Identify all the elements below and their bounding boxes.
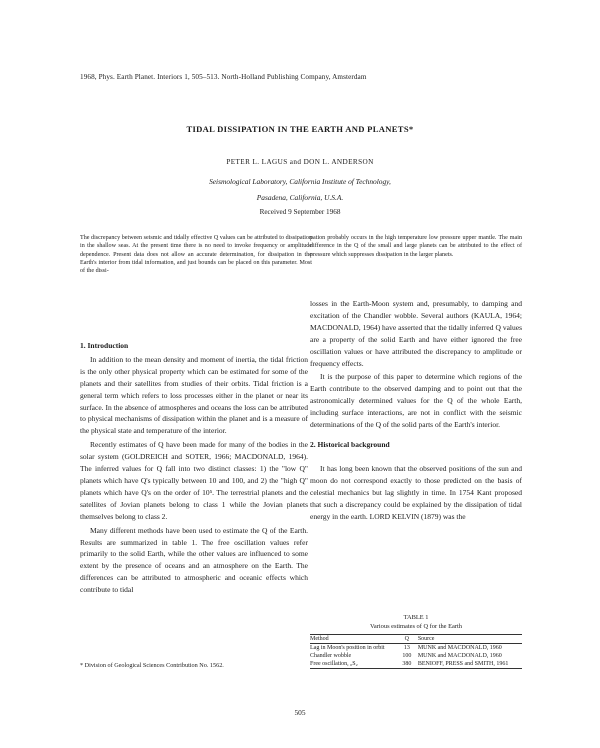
abstract-left: The discrepancy between seismic and tidally effective Q values can be attributed to dissipation in the shallow seas. At the present time there is no need to invoke frequency or amplitude dependence. Present data does not allow an accurate determination, for dissipation in the Earth's interior from tidal information, and just bounds can be placed on this parameter. Most of the dissi- <box>80 235 312 275</box>
table-row <box>310 652 522 660</box>
table-cell: 100 <box>402 652 412 659</box>
column-header-q: Q <box>396 635 418 644</box>
column-header-source: Source <box>418 635 522 644</box>
author-list: PETER L. LAGUS and DON L. ANDERSON <box>226 158 374 166</box>
table-row <box>310 660 522 669</box>
paragraph: Many different methods have been used to estimate the Q of the Earth. Results are summarized in table 1. The free oscillation values refer primarily to the solid Earth, while the other values are influenced to some extent by the presence of oceans and an atmosphere on the Earth. The differences can be attributed to atmospheric and oceanic effects which contribute to tidal <box>80 525 308 595</box>
page-number: 505 <box>294 708 306 717</box>
paragraph: losses in the Earth-Moon system and, presumably, to damping and excitation of the Chandler wobble. Several authors (KAULA, 1964; MACDONALD, 1964) have asserted that the tidally inferred Q values are a property of the solid Earth and have either ignored the free oscillation values or have attributed the discrepancy to amplitude or frequency effects. <box>310 299 522 368</box>
received-date: Received 9 September 1968 <box>259 208 341 216</box>
section-heading-history: 2. Historical background <box>310 439 390 449</box>
footnote: * Division of Geological Sciences Contribution No. 1562. <box>80 662 224 669</box>
paragraph: Recently estimates of Q have been made for many of the bodies in the solar system (GOLDREICH and SOTER, 1966; MACDONALD, 1964). The inferred values for Q fall into two distinct classes: 1) the "low Q" planets which have Q's typically between 10 and 100, and 2) the "high Q" planets which have Q's on the order of 10⁵. The terrestrial planets and the satellites of Jovian planets belong to class 1 while the Jovian planets themselves belong to class 2. <box>80 440 308 521</box>
paper-title: TIDAL DISSIPATION IN THE EARTH AND PLANETS* <box>186 124 414 134</box>
table-cell: Chandler wobble <box>310 652 352 659</box>
paragraph: It is the purpose of this paper to determine which regions of the Earth contribute to the observed damping and to point out that the astronomically determined values for the Q of the whole Earth, including surface interactions, are not in conflict with the seismic determinations of the Q of the solid parts of the Earth's interior. <box>310 372 522 430</box>
paragraph: It has long been known that the observed positions of the sun and moon do not correspond exactly to those predicted on the basis of celestial mechanics but lag slightly in time. In 1754 Kant proposed that such a discrepancy could be explained by the dissipation of tidal energy in the earth. LORD KELVIN (1879) was the <box>310 463 522 521</box>
section-heading-introduction: 1. Introduction <box>80 341 129 350</box>
table-title: Various estimates of Q for the Earth <box>370 622 462 630</box>
table-cell: Lag in Moon's position in orbit <box>310 644 385 651</box>
table-caption <box>310 614 522 631</box>
journal-citation: 1968, Phys. Earth Planet. Interiors 1, 505–513. North-Holland Publishing Company, Amsterdam <box>80 73 367 81</box>
paragraph: In addition to the mean density and moment of inertia, the tidal friction is the only other physical property which can be estimated for some of the planets and their satellites from studies of their orbits. Tidal friction is a general term which refers to loss processes either in the planet or near its surface. In the absence of atmospheres and oceans the loss can be attributed to physical mechanisms of dissipation within the planet and is a measure of the physical state and temperature of the interior. <box>80 354 308 436</box>
body-column-right <box>310 298 522 522</box>
body-column-left <box>80 340 308 596</box>
affiliation: Seismological Laboratory, California Institute of Technology, <box>209 177 391 186</box>
affiliation-location: Pasadena, California, U.S.A. <box>256 193 344 202</box>
table-header-row <box>310 635 522 644</box>
table-cell: 380 <box>396 660 418 669</box>
table-cell: MUNK and MACDONALD, 1960 <box>417 644 502 651</box>
column-header-method: Method <box>310 635 396 644</box>
table <box>310 634 522 669</box>
table-cell: Free oscillation, ₀S₂ <box>310 660 396 669</box>
table-label: TABLE 1 <box>403 614 429 621</box>
table-cell: BENIOFF, PRESS and SMITH, 1961 <box>418 660 522 669</box>
table-cell: 13 <box>403 644 410 651</box>
abstract-right: pation probably occurs in the high temperature low pressure upper mantle. The main difference in the Q of the small and large planets can be attributed to the effect of pressure which suppresses dissipation in the larger planets. <box>310 235 522 258</box>
table-cell: MUNK and MACDONALD, 1960 <box>417 652 502 659</box>
table-row <box>310 644 522 653</box>
